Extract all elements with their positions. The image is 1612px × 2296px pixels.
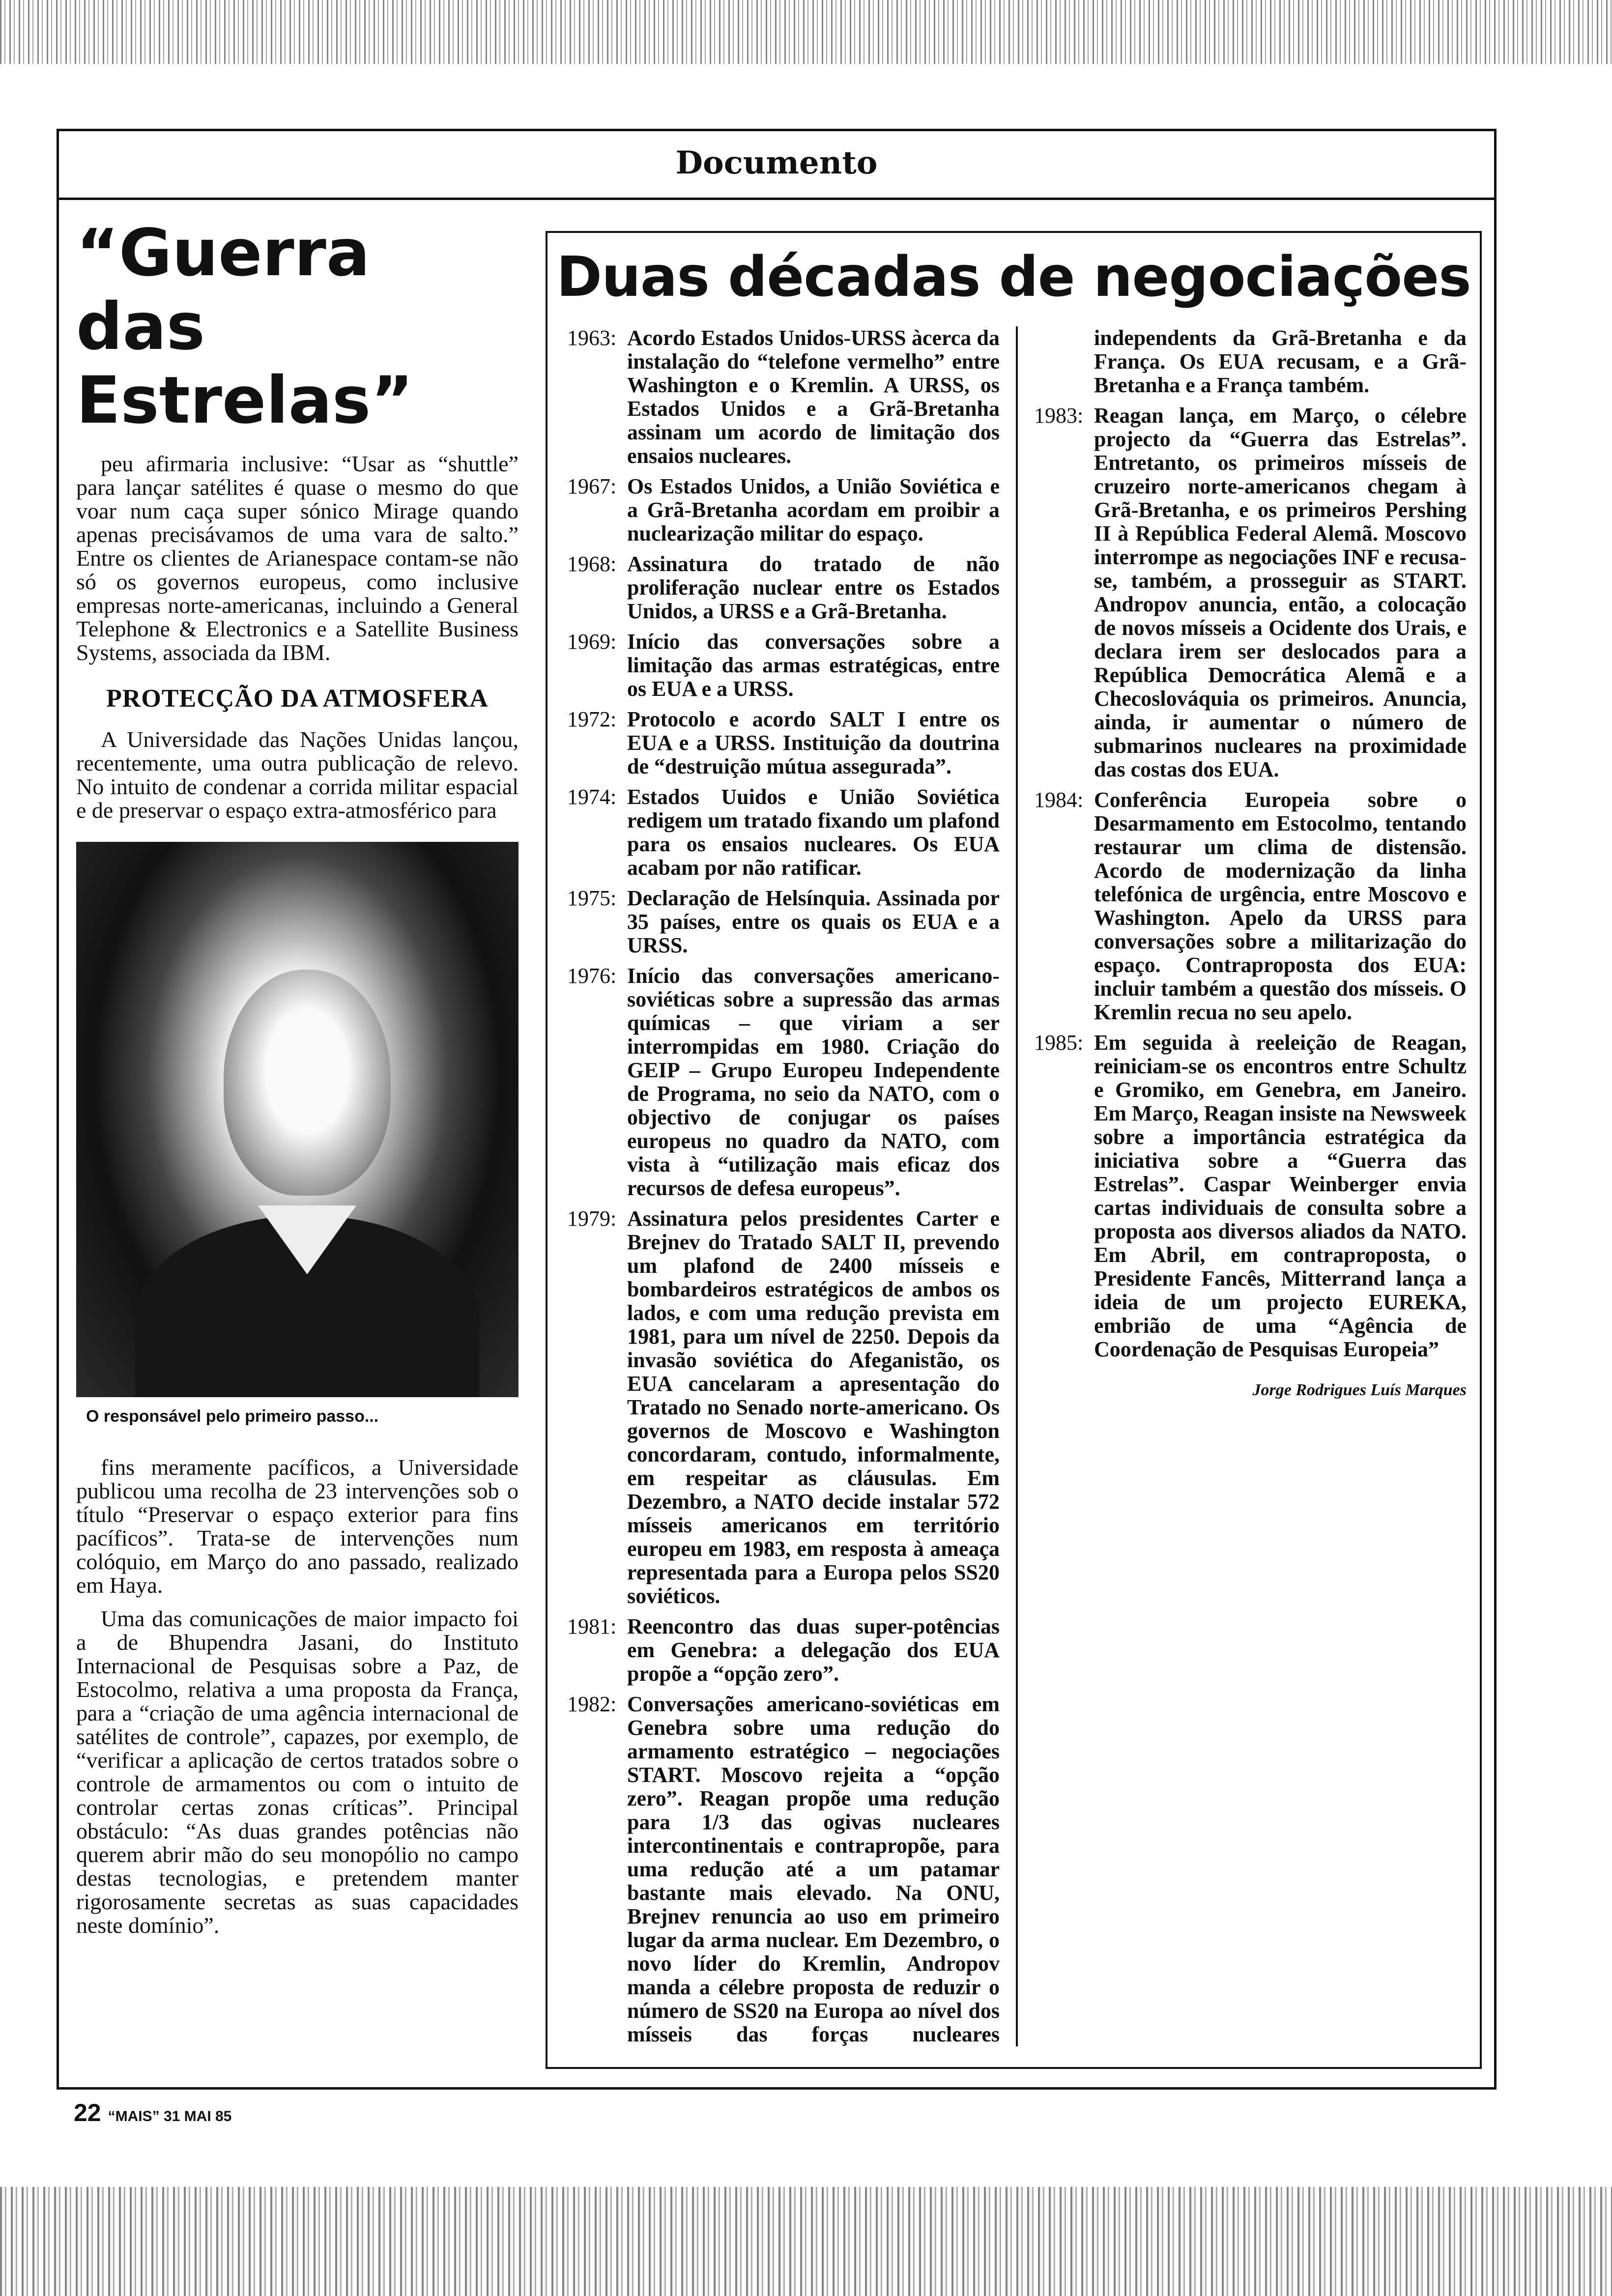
- photo-face-shape: [224, 970, 391, 1196]
- left-paragraph-4: Uma das comunicações de maior impacto foi a de Bhupendra Jasani, do Instituto Internacional de Pesquisas sobre a Paz, de Estocolmo, relativa a uma proposta da França, para a “criação de uma agência internacional de satélites de controle”, capazes, por exemplo, de “verificar a aplicação de certos tratados sobre o controle de armamentos ou com o intuito de controlar certas zonas críticas”. Principal obstáculo: “As duas grandes potências não querem abrir mão do seu monopólio no campo destas tecnologias, e pretendem manter rigorosamente secretas as suas capacidades neste domínio”.: [76, 1606, 518, 1938]
- entry-text: Os Estados Unidos, a União Soviética e a Grã-Bretanha acordam em proibir a nuclearização militar do espaço.: [627, 474, 1000, 545]
- entry-text: Declaração de Helsínquia. Assinada por 35 países, entre os quais os EUA e a URSS.: [627, 886, 1000, 957]
- entry-text: Conversações americano-soviéticas em Genebra sobre uma redução do armamento estratégico – negociações START. Moscovo rejeita a “opção zero”. Reagan propõe uma redução para 1/3 das ogivas nucleares intercontinentais e contrapropõe, para uma redução até a um patamar bastante mais elevado. Na ONU, Brejnev renuncia ao uso em primeiro lugar da arma nuclear. Em Dezembro, o novo líder do Kremlin, Andropov manda a célebre proposta de reduzir o número de SS20 na Europa ao nível dos mísseis das forças nucleares independents da Grã-Bretanha e da França. Os EUA recusam, e a Grã-Bretanha e a França também.: [627, 326, 1467, 2046]
- timeline-entry: [567, 1207, 1000, 1608]
- timeline-entry: [567, 964, 1000, 1200]
- entry-year: 1976:: [567, 964, 617, 988]
- entry-year: 1984:: [1034, 788, 1084, 812]
- entry-year: 1968:: [567, 552, 617, 576]
- timeline-entry: [567, 785, 1000, 880]
- entry-text: Em seguida à reeleição de Reagan, reiniciam-se os encontros entre Schultz e Gromiko, em Genebra, em Janeiro. Em Março, Reagan insiste na Newsweek sobre a importância estratégica da iniciativa sobre a “Guerra das Estrelas”. Caspar Weinberger envia cartas individuais de consulta sobre a proposta aos diversos aliados da NATO. Em Abril, em contraproposta, o Presidente Fancês, Mitterrand lança a ideia de um projecto EUREKA, embrião de uma “Agência de Coordenação de Pesquisas Europeia”: [1094, 1031, 1467, 1361]
- entry-text: Início das conversações sobre a limitação das armas estratégicas, entre os EUA e a URSS.: [627, 630, 1000, 701]
- author-signature: Jorge Rodrigues Luís Marques: [1252, 1381, 1467, 1399]
- entry-year: 1969:: [567, 630, 617, 654]
- timeline-entry: [1034, 788, 1467, 1024]
- timeline-entry: [567, 475, 1000, 545]
- section-title: Documento: [57, 129, 1497, 200]
- entry-text: Conferência Europeia sobre o Desarmamento em Estocolmo, tentando restaurar um clima de distensão. Acordo de modernização da linha telefónica de urgência, entre Moscovo e Washington. Apelo da URSS para conversações sobre a militarização do espaço. Contraproposta dos EUA: incluir também a questão dos mísseis. O Kremlin recua no seu apelo.: [1094, 788, 1467, 1024]
- entry-year: 1979:: [567, 1206, 617, 1231]
- entry-year: 1985:: [1034, 1031, 1084, 1055]
- timeline-entry: [567, 708, 1000, 778]
- right-headline: Duas décadas de negociações: [556, 245, 1471, 309]
- timeline-entry: [1034, 1031, 1467, 1361]
- timeline-entry: [567, 1615, 1000, 1686]
- entry-year: 1967:: [567, 474, 617, 498]
- entry-year: 1982:: [567, 1692, 617, 1716]
- entry-text: Reagan lança, em Março, o célebre projecto da “Guerra das Estrelas”. Entretanto, os primeiros mísseis de cruzeiro norte-americanos chegam à Grã-Bretanha, e os primeiros Pershing II à República Federal Alemã. Moscovo interrompe as negociações INF e recusa-se, também, a prosseguir as START. Andropov anuncia, então, a colocação de novos mísseis a Ocidente dos Urais, e declara irem ser deslocados para a República Democrática Alemã e a Checoslováquia os primeiros. Anuncia, ainda, ir aumentar o número de submarinos nucleares na proximidade das costas dos EUA.: [1094, 403, 1467, 781]
- issue-label: “MAIS” 31 MAI 85: [108, 2108, 232, 2124]
- entry-year: 1963:: [567, 326, 617, 350]
- entry-text: Início das conversações americano-soviéticas sobre a supressão das armas químicas – que viriam a ser interrompidas em 1980. Criação do GEIP – Grupo Europeu Independente de Programa, no seio da NATO, com o objectivo de conjugar os países europeus no quadro da NATO, com vista à “utilização mais eficaz dos recursos de defesa europeus”.: [627, 964, 1000, 1200]
- right-box: [546, 231, 1482, 2069]
- timeline-entry: [1034, 404, 1467, 781]
- entry-year: 1974:: [567, 785, 617, 809]
- entry-text: Reencontro das duas super-potências em Genebra: a delegação dos EUA propõe a “opção zero”.: [627, 1614, 1000, 1686]
- timeline-entry: [567, 887, 1000, 957]
- scan-noise-top: [0, 0, 1612, 64]
- entry-text: Acordo Estados Unidos-URSS àcerca da instalação do “telefone vermelho” entre Washington e o Kremlin. A URSS, os Estados Unidos e a Grã-Bretanha assinam um acordo de limitação dos ensaios nucleares.: [627, 326, 1000, 468]
- left-column: [76, 216, 518, 2059]
- timeline-entry: [567, 326, 1000, 468]
- left-headline: “Guerra das Estrelas”: [76, 215, 414, 438]
- portrait-photo: [76, 842, 518, 1397]
- timeline-entry: [567, 552, 1000, 623]
- entry-text: Assinatura pelos presidentes Carter e Brejnev do Tratado SALT II, prevendo um plafond de 2400 mísseis e bombardeiros estratégicos de ambos os lados, e com uma redução prevista em 1981, para um nível de 2250. Depois da invasão soviética do Afeganistão, os EUA cancelaram a apresentação do Tratado no Senado norte-americano. Os governos de Moscovo e Washington concordaram, contudo, informalmente, em respeitar as cláusulas. Em Dezembro, a NATO decide instalar 572 mísseis americanos em território europeu em 1983, em resposta à ameaça representada para a Europa pelos SS20 soviéticos.: [627, 1206, 1000, 1608]
- left-subhead: PROTECÇÃO DA ATMOSFERA: [106, 685, 489, 713]
- entry-text: Protocolo e acordo SALT I entre os EUA e a URSS. Instituição da doutrina de “destruição mútua assegurada”.: [627, 707, 1000, 778]
- entry-text: Assinatura do tratado de não proliferação nuclear entre os Estados Unidos, a URSS e a Grã-Bretanha.: [627, 552, 1000, 623]
- page-footer: [74, 2098, 231, 2127]
- entry-year: 1981:: [567, 1614, 617, 1638]
- left-paragraph-2: A Universidade das Nações Unidas lançou, recentemente, uma outra publicação de relevo. No intuito de condenar a corrida militar espacial e de preservar o espaço extra-atmosférico para: [76, 727, 518, 823]
- left-paragraph-3: fins meramente pacíficos, a Universidade publicou uma recolha de 23 intervenções sob o título “Preservar o espaço exterior para fins pacíficos”. Trata-se de intervenções num colóquio, em Março do ano passado, realizado em Haya.: [76, 1455, 518, 1598]
- scan-noise-bottom: [0, 2187, 1612, 2296]
- photo-caption: O responsável pelo primeiro passo...: [86, 1407, 379, 1426]
- entry-year: 1983:: [1034, 403, 1084, 428]
- timeline-entry: [567, 630, 1000, 701]
- entry-year: 1975:: [567, 886, 617, 910]
- entry-text: Estados Uuidos e União Soviética redigem um tratado fixando um plafond para os ensaios nucleares. Os EUA acabam por não ratificar.: [627, 785, 1000, 880]
- left-paragraph-1: peu afirmaria inclusive: “Usar as “shuttle” para lançar satélites é quase o mesmo do que voar num caça super sónico Mirage quando apenas precisávamos de uma vara de salto.” Entre os clientes de Arianespace contam-se não só os governos europeus, como inclusive empresas norte-americanas, incluindo a General Telephone & Electronics e a Satellite Business Systems, associada da IBM.: [76, 451, 518, 665]
- entry-year: 1972:: [567, 707, 617, 731]
- timeline: [567, 326, 1467, 2046]
- page-number: 22: [74, 2099, 101, 2126]
